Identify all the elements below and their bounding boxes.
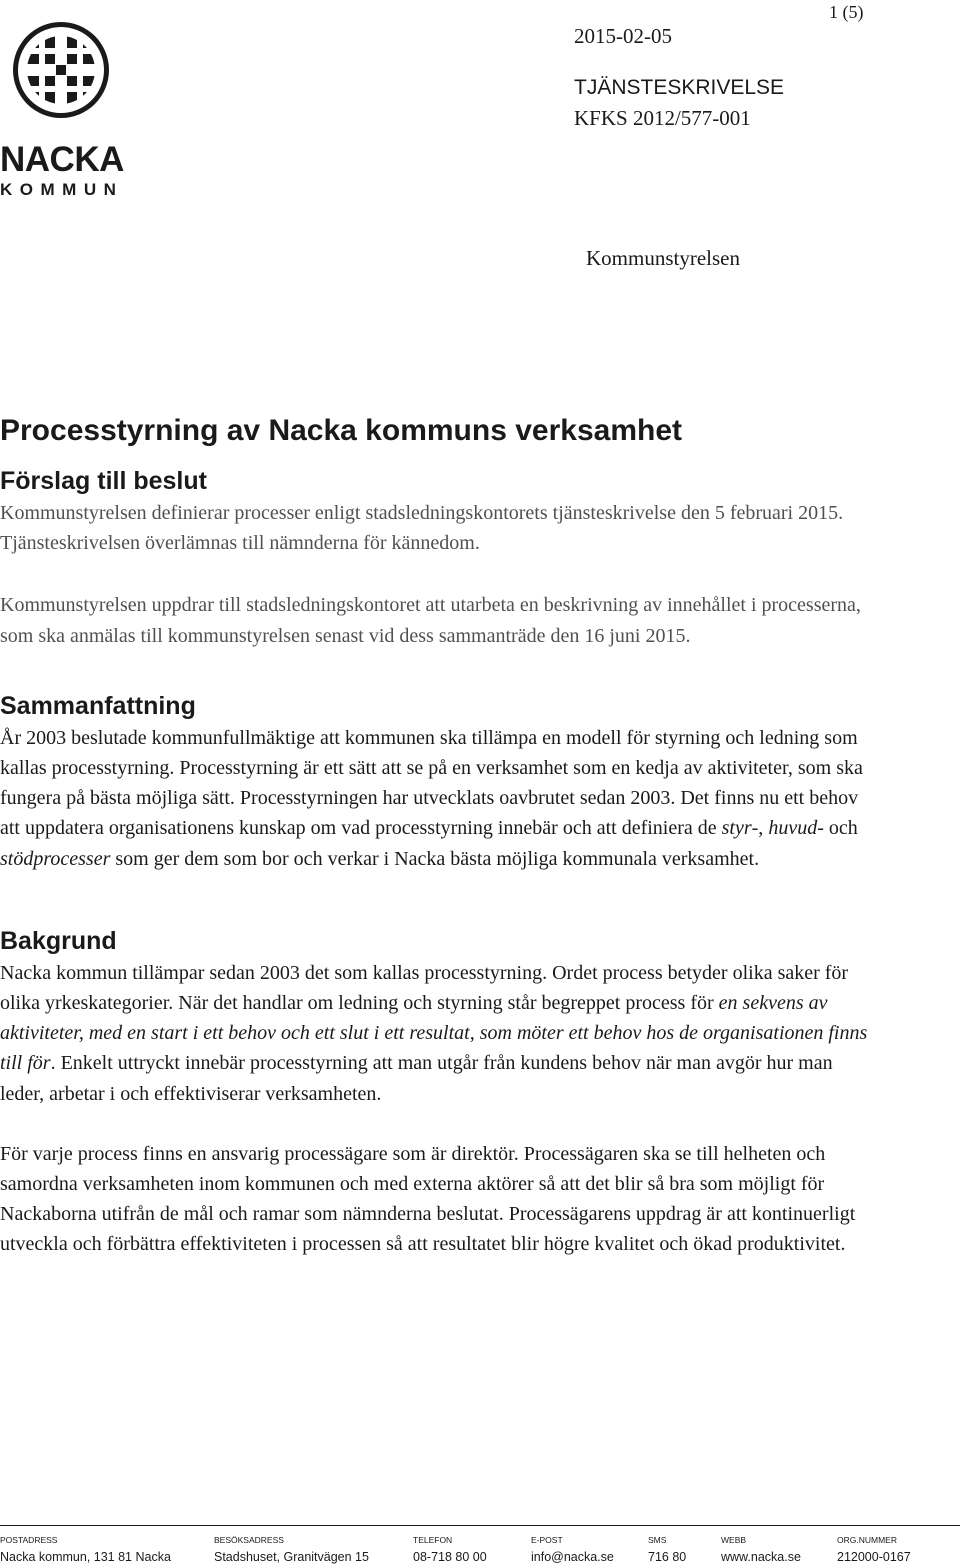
- proposal-paragraph-2: Kommunstyrelsen uppdrar till stadsledningskontoret att utarbeta en beskrivning av innehållet i processerna, som ska anmälas till kommunstyrelsen senast vid dess sammanträde den 16 juni 2015.: [0, 594, 861, 647]
- proposal-heading: Förslag till beslut: [0, 467, 207, 495]
- summary-text-b: -,: [751, 817, 769, 840]
- footer-value: info@nacka.se: [531, 1550, 614, 1564]
- footer-label: TELEFON: [413, 1535, 453, 1545]
- footer-email: [531, 1534, 614, 1566]
- document-date: 2015-02-05: [574, 24, 672, 48]
- document-title: Processtyrning av Nacka kommuns verksamhet: [0, 414, 682, 447]
- summary-emphasis-huvud: huvud: [768, 817, 818, 840]
- footer-web: [721, 1534, 801, 1566]
- footer-label: WEBB: [721, 1535, 747, 1545]
- footer-org-number: [837, 1534, 911, 1566]
- background-text-a: Nacka kommun tillämpar sedan 2003 det som kallas processtyrning. Ordet process betyder olika saker för olika yrkeskategorier. När det handlar om ledning och styrning står begreppet process för: [0, 961, 849, 1015]
- document-reference: KFKS 2012/577-001: [574, 106, 751, 130]
- background-paragraph-1: [0, 958, 880, 1109]
- document-footer: [0, 1525, 960, 1567]
- background-text-b: . Enkelt uttryckt innebär processtyrning att man utgår från kundens behov när man avgör hur man leder, arbetar i och effektiviserar verksamheten.: [0, 1052, 833, 1105]
- summary-emphasis-stod: stödprocesser: [0, 847, 111, 870]
- nacka-kommun-logo: [0, 20, 124, 199]
- document-body: [0, 410, 880, 1260]
- summary-emphasis-styr: styr: [721, 817, 752, 840]
- summary-paragraph: [0, 723, 880, 874]
- footer-value: 08-718 80 00: [413, 1550, 487, 1564]
- background-paragraph-2: För varje process finns en ansvarig processägare som är direktör. Processägaren ska se till helheten och samordna verksamheten inom kommunen och med externa aktörer så att det blir så bra som möjligt för Nackaborna utifrån de mål och ramar som nämnderna beslutat. Processägarens uppdrag är att kontinuerligt utveckla och förbättra effektiviteten i processen så att resultatet blir högre kvalitet och ökad produktivitet.: [0, 1142, 856, 1256]
- footer-sms: [648, 1534, 686, 1566]
- footer-value: Stadshuset, Granitvägen 15: [214, 1550, 369, 1564]
- footer-label: E-POST: [531, 1535, 563, 1545]
- footer-phone: [413, 1534, 487, 1566]
- summary-text-a: År 2003 beslutade kommunfullmäktige att kommunen ska tillämpa en modell för styrning och ledning som kallas processtyrning. Processtyrning är ett sätt att se på en verksamhet som en kedja av aktiviteter, som ska fungera på bästa möjliga sätt. Processtyrningen har utvecklats oavbrutet sedan 2003. Det finns nu ett behov att uppdatera organisationens kunskap om vad processtyrning innebär och att definiera de: [0, 726, 863, 840]
- footer-visiting-address: [214, 1534, 369, 1566]
- background-heading: Bakgrund: [0, 926, 117, 955]
- background-emphasis: en sekvens av aktiviteter, med en start i ett behov och ett slut i ett resultat, som möter ett behov hos de organisationen finns till för: [0, 992, 868, 1075]
- summary-heading: Sammanfattning: [0, 691, 196, 720]
- recipient: Kommunstyrelsen: [586, 246, 740, 270]
- footer-label: POSTADRESS: [0, 1535, 58, 1545]
- nacka-emblem-icon: [0, 20, 122, 120]
- page-number: 1 (5): [829, 2, 864, 22]
- footer-label: ORG.NUMMER: [837, 1535, 897, 1545]
- footer-value: www.nacka.se: [721, 1550, 801, 1564]
- summary-text-c: - och: [817, 817, 858, 840]
- footer-label: BESÖKSADRESS: [214, 1535, 284, 1545]
- footer-postal-address: [0, 1534, 171, 1566]
- summary-text-d: som ger dem som bor och verkar i Nacka bästa möjliga kommunala verksamhet.: [110, 847, 760, 870]
- logo-subtitle: KOMMUN: [0, 180, 124, 199]
- footer-value: 212000-0167: [837, 1550, 911, 1564]
- logo-wordmark: NACKA: [0, 140, 124, 179]
- document-type: TJÄNSTESKRIVELSE: [574, 76, 785, 99]
- footer-value: 716 80: [648, 1550, 687, 1564]
- proposal-paragraph-1: Kommunstyrelsen definierar processer enligt stadsledningskontorets tjänsteskrivelse den 5 februari 2015. Tjänsteskrivelsen överlämnas till nämnderna för kännedom.: [0, 502, 844, 555]
- footer-value: Nacka kommun, 131 81 Nacka: [0, 1550, 171, 1564]
- footer-label: SMS: [648, 1535, 667, 1545]
